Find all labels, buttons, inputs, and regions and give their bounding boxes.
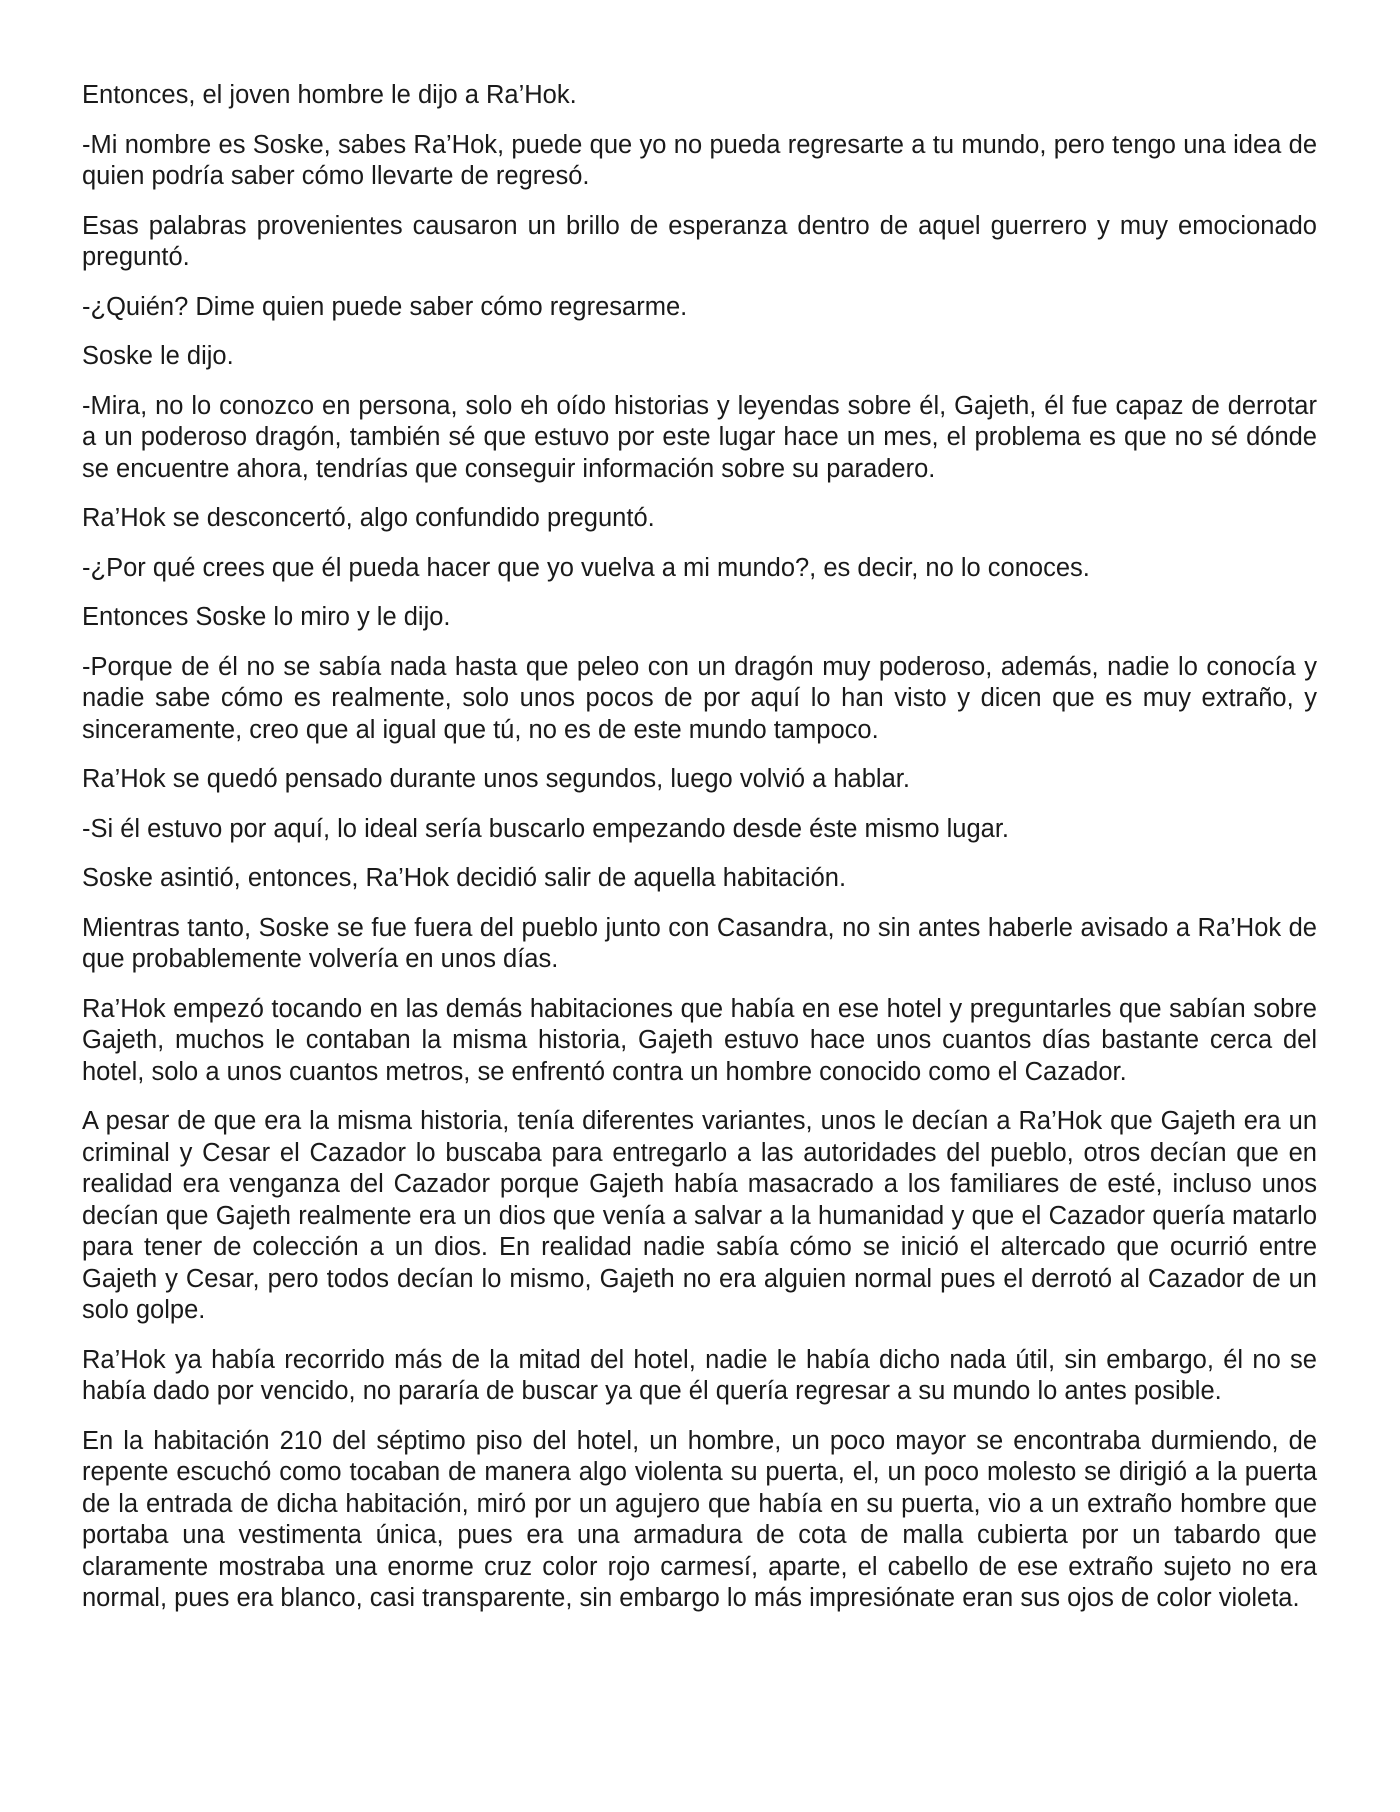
- paragraph-11: Ra’Hok se quedó pensado durante unos segundos, luego volvió a hablar.: [82, 765, 910, 793]
- paragraph-10: -Porque de él no se sabía nada hasta que peleo con un dragón muy poderoso, además, nadie lo conocía y nadie sabe cómo es realmente, solo unos pocos de por aquí lo han visto y dicen que es muy extraño, y sinceramente, creo que al igual que tú, no es de este mundo tampoco.: [82, 652, 1317, 744]
- paragraph-8: -¿Por qué crees que él pueda hacer que yo vuelva a mi mundo?, es decir, no lo conoces.: [82, 553, 1090, 582]
- paragraph-7: Ra’Hok se desconcertó, algo confundido preguntó.: [82, 504, 655, 532]
- paragraph-1: Entonces, el joven hombre le dijo a Ra’Hok.: [82, 81, 577, 109]
- paragraph-17: Ra’Hok ya había recorrido más de la mitad del hotel, nadie le había dicho nada útil, sin embargo, él no se había dado por vencido, no pararía de buscar ya que él quería regresar a su mundo lo antes posible.: [82, 1345, 1317, 1405]
- paragraph-14: Mientras tanto, Soske se fue fuera del pueblo junto con Casandra, no sin antes haberle avisado a Ra’Hok de que probablemente volvería en unos días.: [82, 913, 1317, 973]
- paragraph-16: A pesar de que era la misma historia, tenía diferentes variantes, unos le decían a Ra’Hok que Gajeth era un criminal y Cesar el Cazador lo buscaba para entregarlo a las autoridades del pueblo, otros decían que en realidad era venganza del Cazador porque Gajeth había masacrado a los familiares de esté, incluso unos decían que Gajeth realmente era un dios que venía a salvar a la humanidad y que el Cazador quería matarlo para tener de colección a un dios. En realidad nadie sabía cómo se inició el altercado que ocurrió entre Gajeth y Cesar, pero todos decían lo mismo, Gajeth no era alguien normal pues el derrotó al Cazador de un solo golpe.: [82, 1107, 1317, 1324]
- paragraph-3: Esas palabras provenientes causaron un brillo de esperanza dentro de aquel guerrero y muy emocionado preguntó.: [82, 211, 1317, 271]
- paragraph-6: -Mira, no lo conozco en persona, solo eh oído historias y leyendas sobre él, Gajeth, él fue capaz de derrotar a un poderoso dragón, también sé que estuvo por este lugar hace un mes, el problema es que no sé dónde se encuentre ahora, tendrías que conseguir información sobre su paradero.: [82, 391, 1317, 483]
- paragraph-15: Ra’Hok empezó tocando en las demás habitaciones que había en ese hotel y preguntarles que sabían sobre Gajeth, muchos le contaban la misma historia, Gajeth estuvo hace unos cuantos días bastante cerca del hotel, solo a unos cuantos metros, se enfrentó contra un hombre conocido como el Cazador.: [82, 994, 1317, 1086]
- paragraph-4: -¿Quién? Dime quien puede saber cómo regresarme.: [82, 292, 688, 321]
- paragraph-9: Entonces Soske lo miro y le dijo.: [82, 603, 451, 631]
- paragraph-2: -Mi nombre es Soske, sabes Ra’Hok, puede que yo no pueda regresarte a tu mundo, pero tengo una idea de quien podría saber cómo llevarte de regresó.: [82, 130, 1317, 190]
- paragraph-5: Soske le dijo.: [82, 342, 234, 370]
- document-page: [82, 80, 1317, 1633]
- paragraph-13: Soske asintió, entonces, Ra’Hok decidió salir de aquella habitación.: [82, 864, 847, 892]
- paragraph-12: -Si él estuvo por aquí, lo ideal sería buscarlo empezando desde éste mismo lugar.: [82, 814, 1010, 843]
- paragraph-18: En la habitación 210 del séptimo piso del hotel, un hombre, un poco mayor se encontraba durmiendo, de repente escuchó como tocaban de manera algo violenta su puerta, el, un poco molesto se dirigió a la puerta de la entrada de dicha habitación, miró por un agujero que había en su puerta, vio a un extraño hombre que portaba una vestimenta única, pues era una armadura de cota de malla cubierta por un tabardo que claramente mostraba una enorme cruz color rojo carmesí, aparte, el cabello de ese extraño sujeto no era normal, pues era blanco, casi transparente, sin embargo lo más impresiónate eran sus ojos de color violeta.: [82, 1426, 1317, 1612]
